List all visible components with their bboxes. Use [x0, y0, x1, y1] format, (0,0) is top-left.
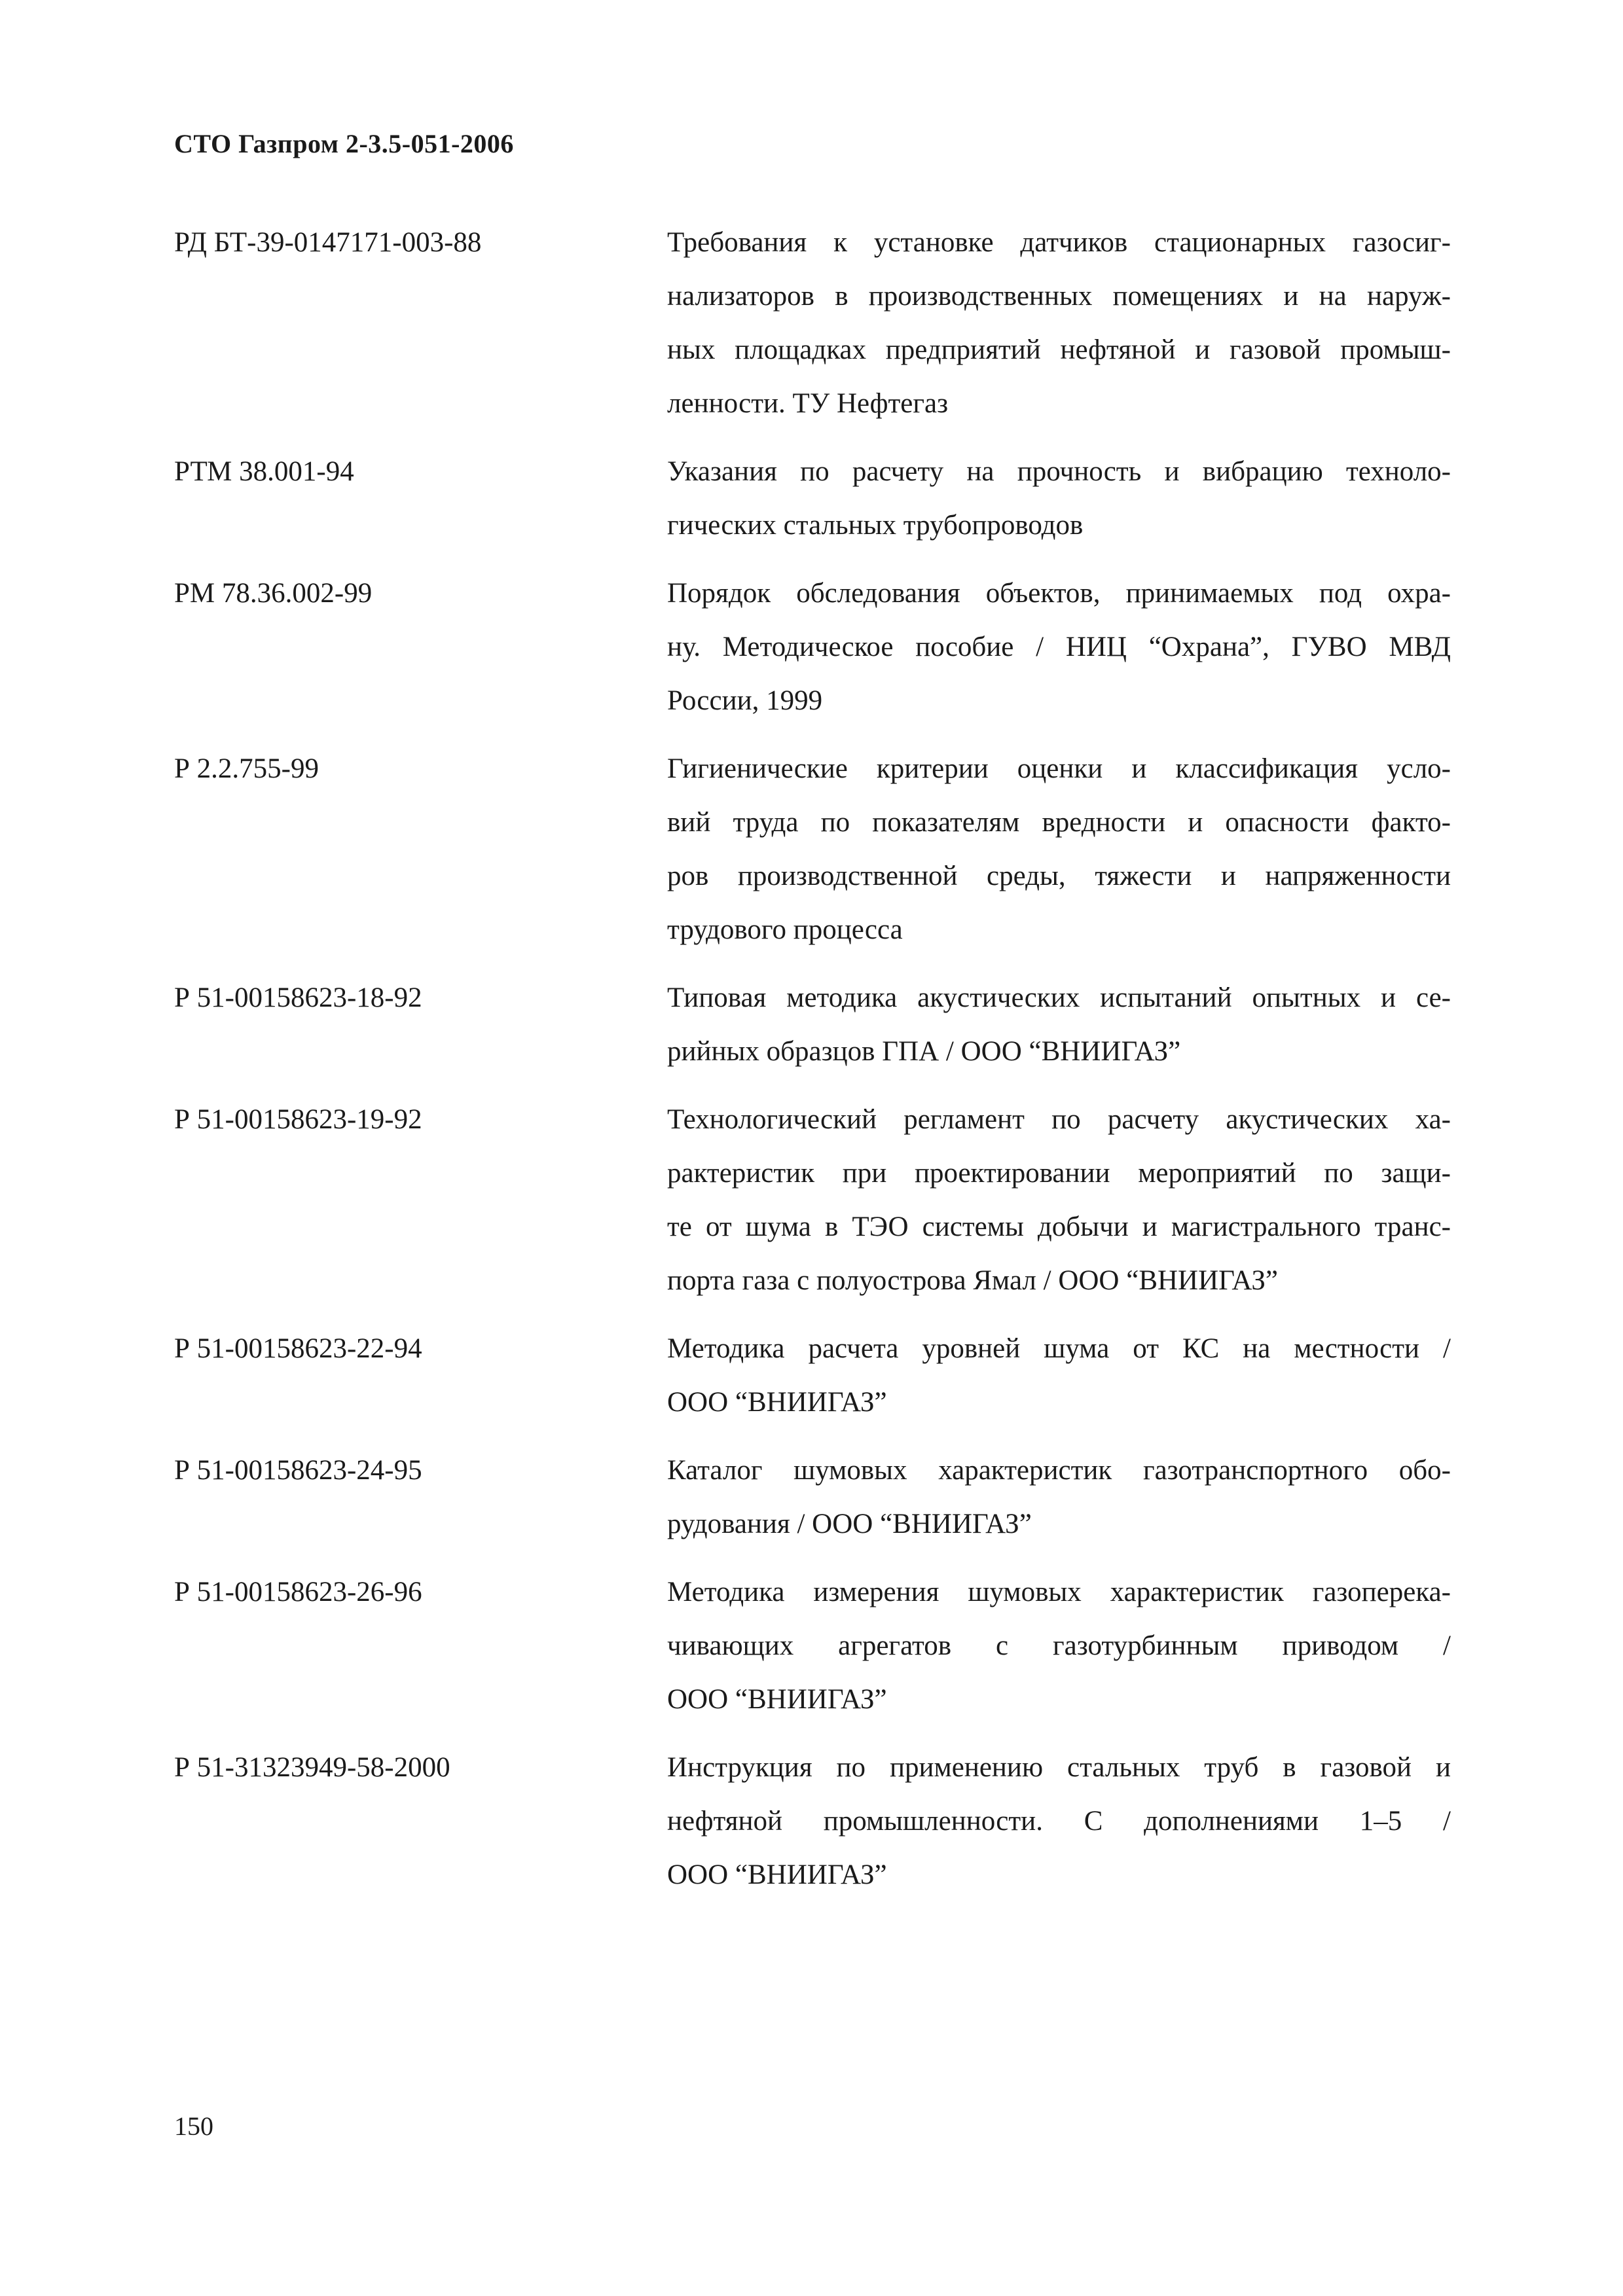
reference-description: [667, 1322, 1451, 1429]
description-line: порта газа с полуострова Ямал / ООО “ВНИИГАЗ”: [667, 1265, 1278, 1296]
reference-description: [667, 742, 1451, 957]
description-line: ООО “ВНИИГАЗ”: [667, 1684, 887, 1715]
description-line: Порядок обследования объектов, принимаемых под охра-: [667, 578, 1451, 609]
reference-description: [667, 971, 1451, 1079]
reference-description: [667, 445, 1451, 552]
reference-code: РД БТ-39-0147171-003-88: [174, 227, 482, 258]
description-line: Каталог шумовых характеристик газотранспортного обо-: [667, 1455, 1451, 1486]
reference-code: Р 51-31323949-58-2000: [174, 1752, 450, 1783]
description-line: Инструкция по применению стальных труб в газовой и: [667, 1752, 1451, 1783]
reference-row: [174, 742, 1451, 957]
reference-description: [667, 1741, 1451, 1902]
reference-code: Р 51-00158623-26-96: [174, 1577, 422, 1607]
reference-row: [174, 216, 1451, 431]
description-line: нализаторов в производственных помещениях и на наруж-: [667, 281, 1451, 312]
description-line: рийных образцов ГПА / ООО “ВНИИГАЗ”: [667, 1036, 1181, 1067]
description-line: вий труда по показателям вредности и опасности факто-: [667, 807, 1451, 838]
description-line: гических стальных трубопроводов: [667, 510, 1084, 541]
reference-code: Р 51-00158623-24-95: [174, 1455, 422, 1486]
reference-row: [174, 971, 1451, 1079]
reference-description: [667, 567, 1451, 728]
description-line: России, 1999: [667, 685, 823, 716]
description-line: Требования к установке датчиков стационарных газосиг-: [667, 227, 1451, 258]
reference-code: Р 51-00158623-18-92: [174, 982, 422, 1013]
description-line: чивающих агрегатов с газотурбинным приводом /: [667, 1630, 1451, 1661]
document-header: СТО Газпром 2-3.5-051-2006: [174, 129, 514, 158]
reference-row: [174, 1322, 1451, 1429]
description-line: Указания по расчету на прочность и вибрацию техноло-: [667, 456, 1451, 487]
reference-code: Р 2.2.755-99: [174, 753, 319, 784]
reference-description: [667, 216, 1451, 431]
description-line: трудового процесса: [667, 914, 903, 945]
description-line: Типовая методика акустических испытаний опытных и се-: [667, 982, 1451, 1013]
description-line: Методика измерения шумовых характеристик газоперека-: [667, 1577, 1451, 1607]
reference-row: [174, 1566, 1451, 1727]
description-line: ООО “ВНИИГАЗ”: [667, 1387, 887, 1418]
reference-row: [174, 567, 1451, 728]
page-number: 150: [174, 2111, 213, 2141]
description-line: ров производственной среды, тяжести и напряженности: [667, 861, 1451, 891]
description-line: ных площадках предприятий нефтяной и газовой промыш-: [667, 334, 1451, 365]
reference-row: [174, 445, 1451, 552]
reference-code: Р 51-00158623-19-92: [174, 1104, 422, 1135]
reference-description: [667, 1093, 1451, 1308]
description-line: рудования / ООО “ВНИИГАЗ”: [667, 1509, 1032, 1539]
description-line: Гигиенические критерии оценки и классификация усло-: [667, 753, 1451, 784]
reference-list: [174, 216, 1451, 1902]
reference-description: [667, 1566, 1451, 1727]
reference-code: РТМ 38.001-94: [174, 456, 354, 487]
reference-row: [174, 1093, 1451, 1308]
description-line: те от шума в ТЭО системы добычи и магистрального транс-: [667, 1211, 1451, 1242]
reference-row: [174, 1444, 1451, 1551]
description-line: ООО “ВНИИГАЗ”: [667, 1859, 887, 1890]
reference-code: РМ 78.36.002-99: [174, 578, 373, 609]
description-line: нефтяной промышленности. С дополнениями 1–5 /: [667, 1806, 1451, 1837]
reference-code: Р 51-00158623-22-94: [174, 1333, 422, 1364]
description-line: ленности. ТУ Нефтегаз: [667, 388, 949, 419]
description-line: рактеристик при проектировании мероприятий по защи-: [667, 1158, 1451, 1189]
description-line: Методика расчета уровней шума от КС на местности /: [667, 1333, 1451, 1364]
description-line: Технологический регламент по расчету акустических ха-: [667, 1104, 1451, 1135]
description-line: ну. Методическое пособие / НИЦ “Охрана”, ГУВО МВД: [667, 632, 1451, 662]
reference-description: [667, 1444, 1451, 1551]
reference-row: [174, 1741, 1451, 1902]
